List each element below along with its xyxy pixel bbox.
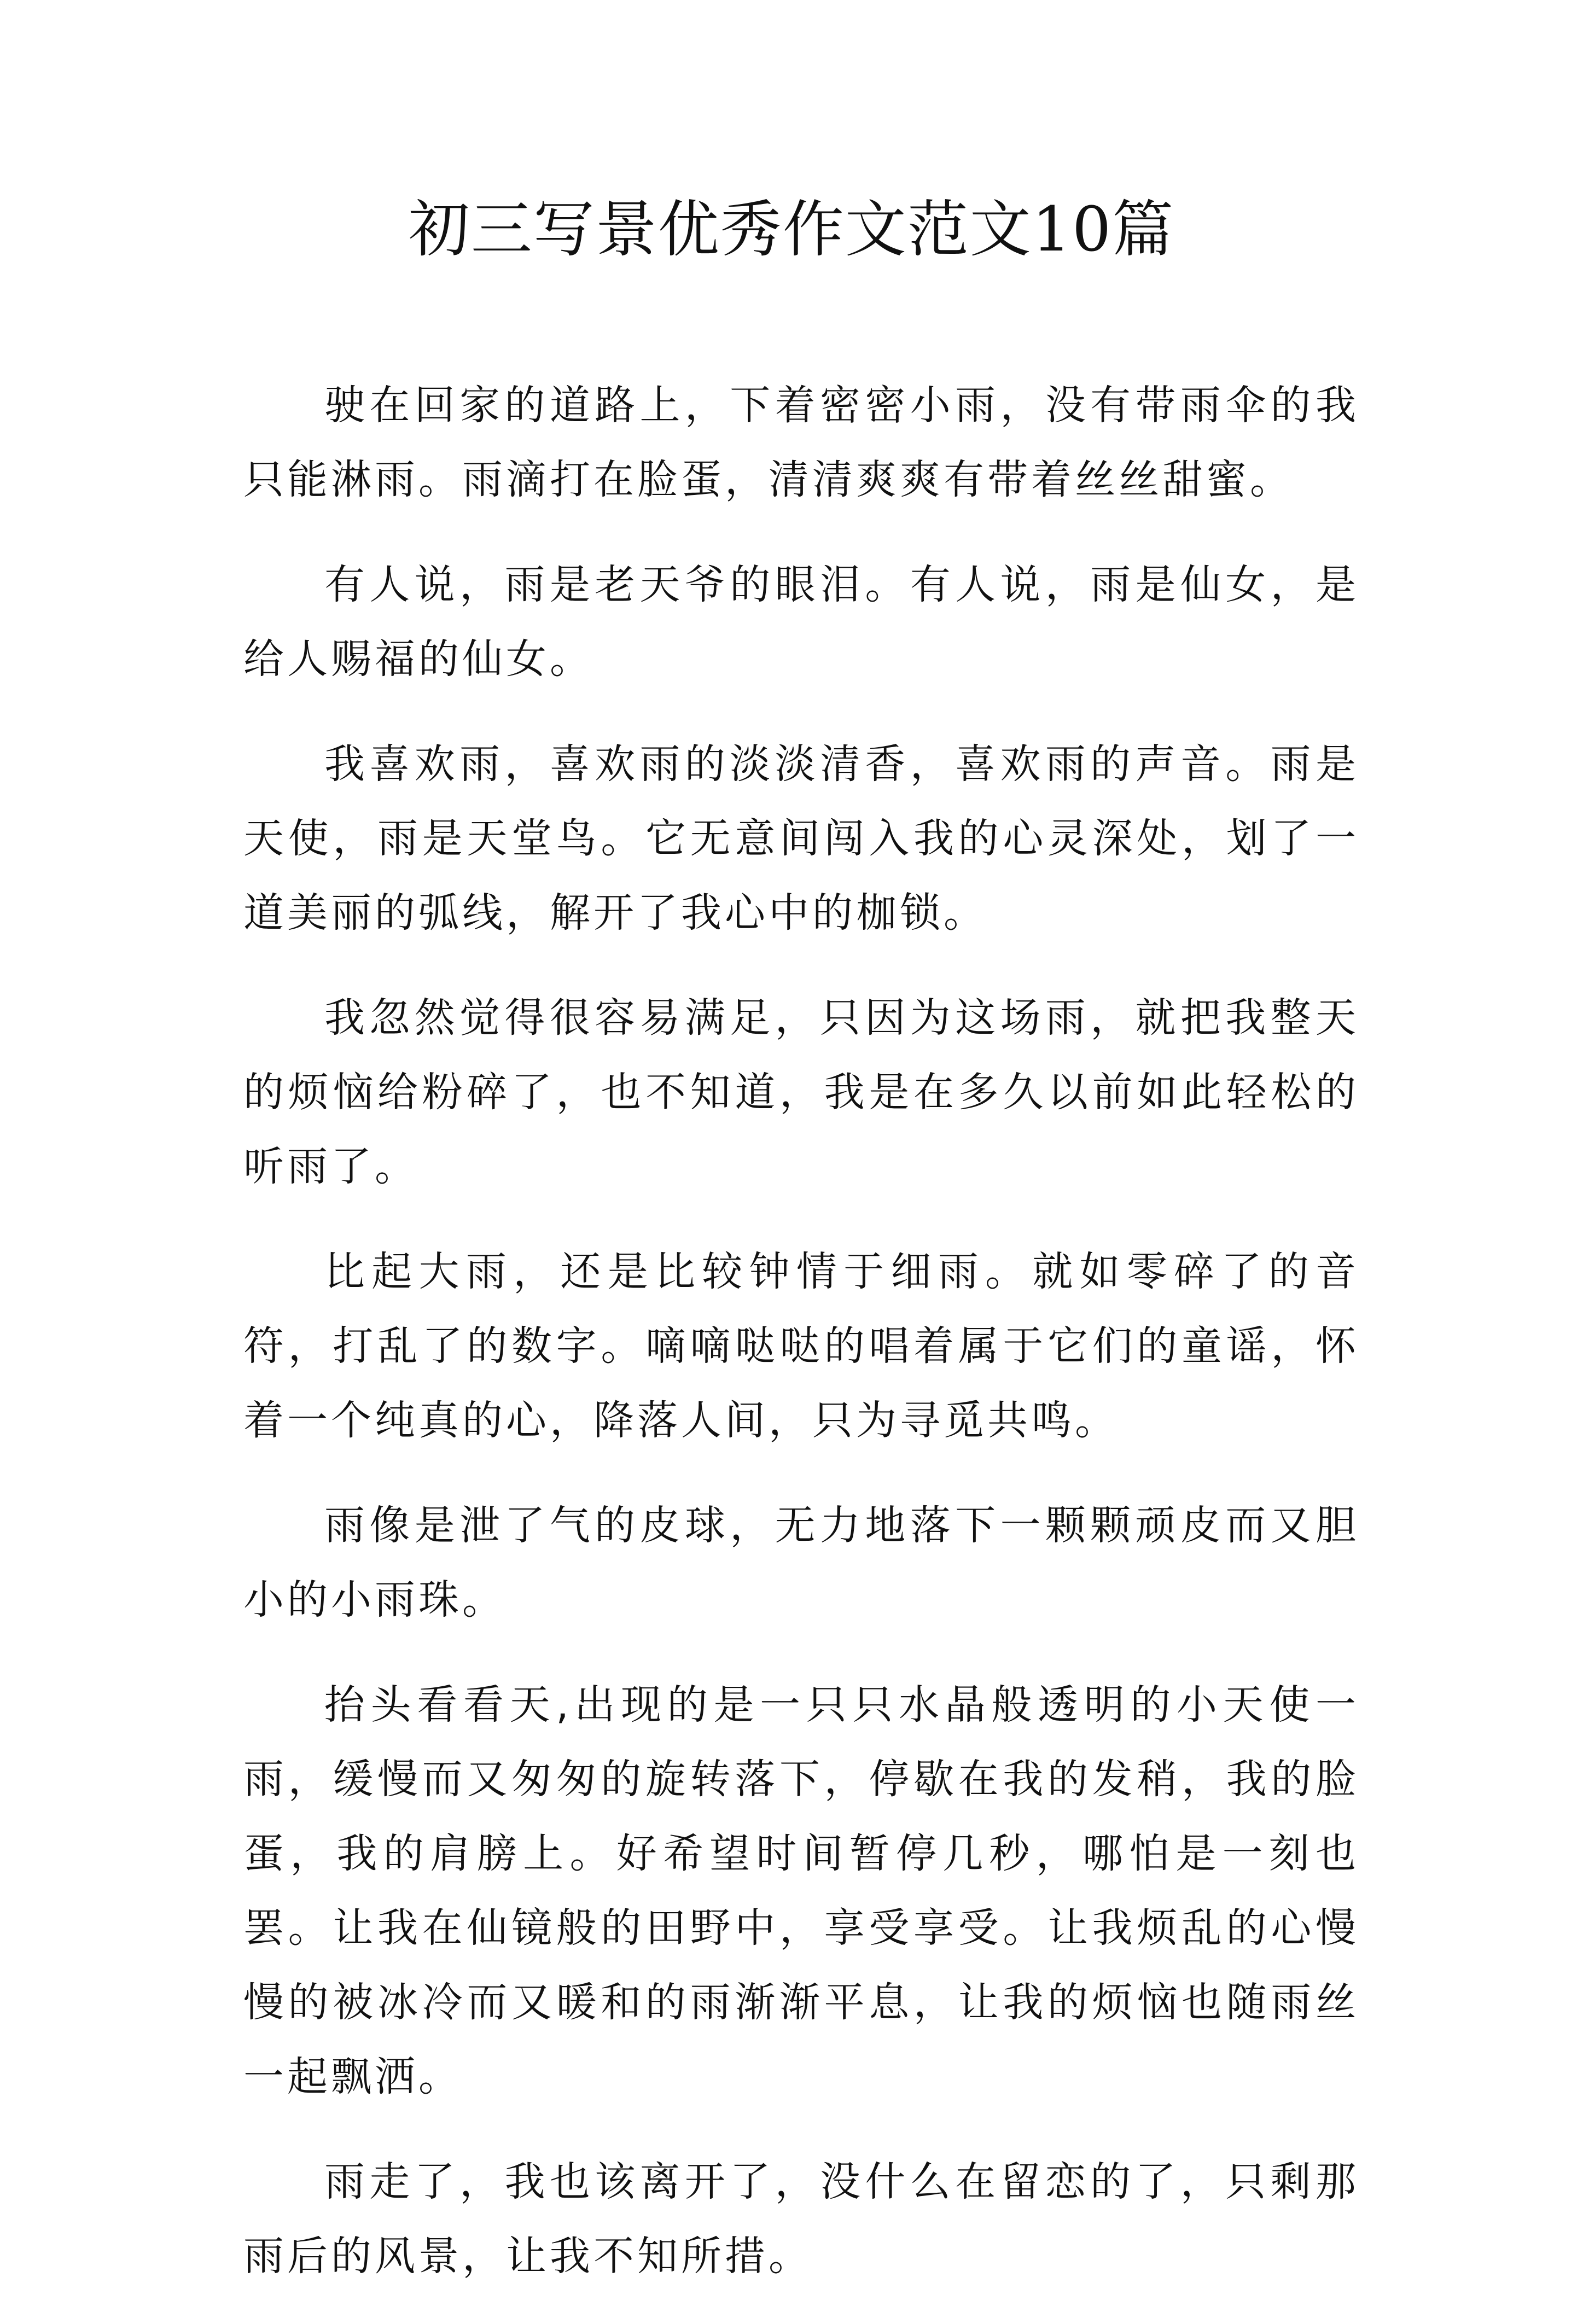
paragraph-2: 有人说，雨是老天爷的眼泪。有人说，雨是仙女，是给人赐福的仙女。 [243, 561, 1359, 683]
paragraph-4: 我忽然觉得很容易满足，只因为这场雨，就把我整天的烦恼给粉碎了，也不知道，我是在多久以前如此轻松的听雨了。 [243, 994, 1359, 1190]
document-body [243, 368, 1359, 2324]
paragraph-8: 雨走了，我也该离开了，没什么在留恋的了，只剩那雨后的风景，让我不知所措。 [243, 2158, 1359, 2280]
paragraph-7: 抬头看看天,出现的是一只只水晶般透明的小天使一雨，缓慢而又匆匆的旋转落下，停歇在我的发稍，我的脸蛋，我的肩膀上。好希望时间暂停几秒，哪怕是一刻也罢。让我在仙镜般的田野中，享受享受。让我烦乱的心慢慢的被冰冷而又暖和的雨渐渐平息，让我的烦恼也随雨丝一起飘洒。 [243, 1681, 1359, 2100]
paragraph-1: 驶在回家的道路上，下着密密小雨，没有带雨伞的我只能淋雨。雨滴打在脸蛋，清清爽爽有带着丝丝甜蜜。 [243, 382, 1359, 503]
document-title: 初三写景优秀作文范文10篇 [408, 194, 1175, 265]
paragraph-6: 雨像是泄了气的皮球，无力地落下一颗颗顽皮而又胆小的小雨珠。 [243, 1502, 1359, 1623]
paragraph-5: 比起大雨，还是比较钟情于细雨。就如零碎了的音符，打乱了的数字。嘀嘀哒哒的唱着属于它们的童谣，怀着一个纯真的心，降落人间，只为寻觅共鸣。 [243, 1248, 1359, 1444]
paragraph-3: 我喜欢雨，喜欢雨的淡淡清香，喜欢雨的声音。雨是天使，雨是天堂鸟。它无意间闯入我的心灵深处，划了一道美丽的弧线，解开了我心中的枷锁。 [243, 741, 1359, 936]
